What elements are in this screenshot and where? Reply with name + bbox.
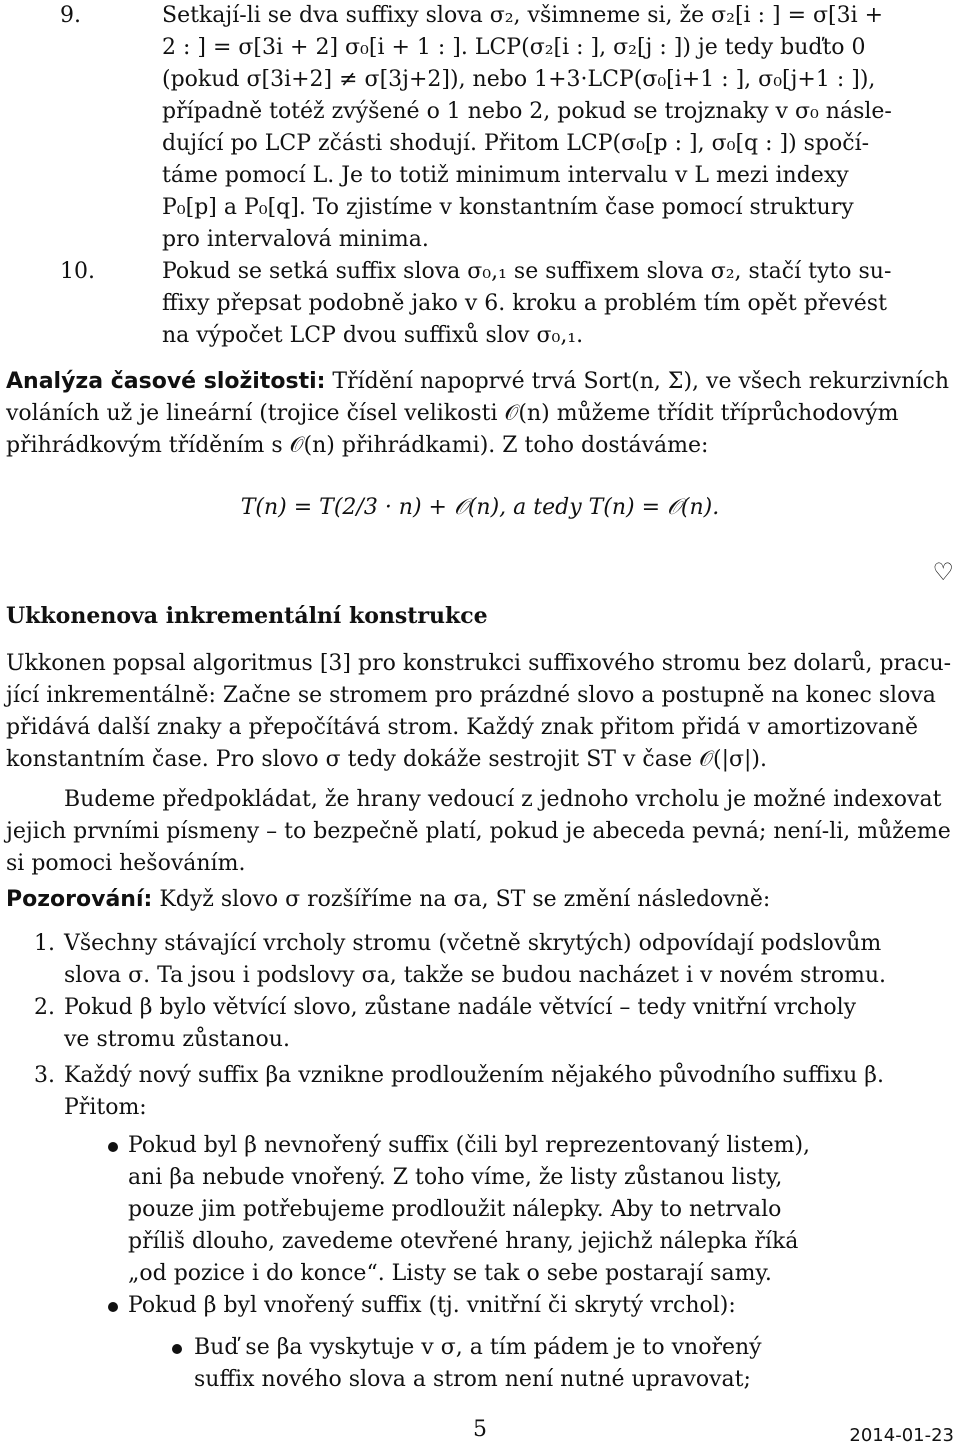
text-line: voláních už je lineární (trojice čísel velikosti 𝒪(n) můžeme třídit tříprůchodovým <box>6 401 899 426</box>
text-line: ani βa nebude vnořený. Z toho víme, že listy zůstanou listy, <box>128 1165 783 1190</box>
text-line: Pokud byl β nevnořený suffix (čili byl reprezentovaný listem), <box>128 1133 811 1158</box>
text-line: jejich prvními písmeny – to bezpečně platí, pokud je abeceda pevná; není-li, můžeme <box>6 819 951 844</box>
list-item-text <box>64 1060 900 1124</box>
bullet-icon <box>172 1344 182 1354</box>
text-line: pro intervalová minima. <box>162 227 429 252</box>
text-line: „od pozice i do konce“. Listy se tak o sebe postarají samy. <box>128 1261 772 1286</box>
text-line: Budeme předpokládat, že hrany vedoucí z jednoho vrcholu je možné indexovat <box>64 787 942 812</box>
bullet-text <box>128 1130 836 1290</box>
list-item-text <box>64 928 900 992</box>
page-number: 5 <box>473 1417 487 1442</box>
text-line: táme pomocí L. Je to totiž minimum intervalu v L mezi indexy <box>162 163 849 188</box>
text-line <box>6 366 956 398</box>
text-line: přidává další znaky a přepočítává strom. Každý znak přitom přidá v amortizovaně <box>6 715 919 740</box>
text-line: ffixy přepsat podobně jako v 6. kroku a problém tím opět převést <box>162 291 887 316</box>
text-line: Přitom: <box>64 1095 147 1120</box>
text-line: si pomoci hešováním. <box>6 851 246 876</box>
bullet-icon <box>108 1302 118 1312</box>
list-number: 10. <box>60 259 95 284</box>
text-line: případně totéž zvýšené o 1 nebo 2, pokud se trojznaky v σ₀ násle- <box>162 99 892 124</box>
analysis-paragraph <box>6 366 956 462</box>
text-line: ve stromu zůstanou. <box>64 1027 290 1052</box>
text-line: na výpočet LCP dvou suffixů slov σ₀,₁. <box>162 323 584 348</box>
analysis-text: Třídění napoprvé trvá Sort(n, Σ), ve všech rekurzivních <box>332 369 950 394</box>
bullet-icon <box>108 1142 118 1152</box>
section-title: Ukkonenova inkrementální konstrukce <box>6 603 488 629</box>
list-item-text <box>162 256 908 352</box>
text-line: Pokud se setká suffix slova σ₀,₁ se suffixem slova σ₂, stačí tyto su- <box>162 259 892 284</box>
text-line: Buď se βa vyskytuje v σ, a tím pádem je to vnořený <box>194 1335 762 1360</box>
list-number: 9. <box>60 3 81 28</box>
text-line: Pokud β byl vnořený suffix (tj. vnitřní či skrytý vrchol): <box>128 1293 736 1318</box>
text-line: Každý nový suffix βa vznikne prodloužením nějakého původního suffixu β. <box>64 1063 884 1088</box>
text-line: slova σ. Ta jsou i podslovy σa, takže se budou nacházet i v novém stromu. <box>64 963 887 988</box>
text-line: P₀[p] a P₀[q]. To zjistíme v konstantním čase pomocí struktury <box>162 195 854 220</box>
text-line: 2 : ] = σ[3i + 2] σ₀[i + 1 : ]. LCP(σ₂[i : ], σ₂[j : ]) je tedy buďto 0 <box>162 35 866 60</box>
paragraph <box>6 648 956 776</box>
list-number: 3. <box>34 1063 55 1088</box>
observation <box>6 884 956 916</box>
text-line: příliš dlouho, zavedeme otevřené hrany, jejichž nálepka říká <box>128 1229 799 1254</box>
text-line: Všechny stávající vrcholy stromu (včetně skrytých) odpovídají podslovům <box>64 931 882 956</box>
list-number: 2. <box>34 995 55 1020</box>
text-line: Setkají-li se dva suffixy slova σ₂, všimneme si, že σ₂[i : ] = σ[3i + <box>162 3 884 28</box>
text-line: přihrádkovým tříděním s 𝒪(n) přihrádkami). Z toho dostáváme: <box>6 433 709 458</box>
list-item-text <box>162 0 908 256</box>
bullet-text <box>128 1290 836 1322</box>
text-line: jící inkrementálně: Začne se stromem pro prázdné slovo a postupně na konec slova <box>6 683 936 708</box>
bullet-text <box>194 1332 794 1396</box>
text-line: Pokud β bylo větvící slovo, zůstane nadále větvící – tedy vnitřní vrcholy <box>64 995 857 1020</box>
paragraph <box>6 784 956 880</box>
text-line: pouze jim potřebujeme prodloužit nálepky. Aby to netrvalo <box>128 1197 782 1222</box>
equation: T(n) = T(2/3 · n) + 𝒪(n), a tedy T(n) = 𝒪(n). <box>240 495 720 520</box>
footer-date: 2014-01-23 <box>849 1425 954 1446</box>
observation-label: Pozorování: <box>6 887 153 912</box>
analysis-label: Analýza časové složitosti: <box>6 369 326 394</box>
text-line: dující po LCP zčásti shodují. Přitom LCP(σ₀[p : ], σ₀[q : ]) spočí- <box>162 131 870 156</box>
text-line: suffix nového slova a strom není nutné upravovat; <box>194 1367 751 1392</box>
text-line: Ukkonen popsal algoritmus [3] pro konstrukci suffixového stromu bez dolarů, pracu- <box>6 651 952 676</box>
heart-icon: ♡ <box>932 558 954 586</box>
observation-text: Když slovo σ rozšíříme na σa, ST se změní následovně: <box>159 887 771 912</box>
text-line: konstantním čase. Pro slovo σ tedy dokáže sestrojit ST v čase 𝒪(|σ|). <box>6 747 768 772</box>
text-line: (pokud σ[3i+2] ≠ σ[3j+2]), nebo 1+3·LCP(σ₀[i+1 : ], σ₀[j+1 : ]), <box>162 67 876 92</box>
list-item-text <box>64 992 900 1056</box>
list-number: 1. <box>34 931 55 956</box>
